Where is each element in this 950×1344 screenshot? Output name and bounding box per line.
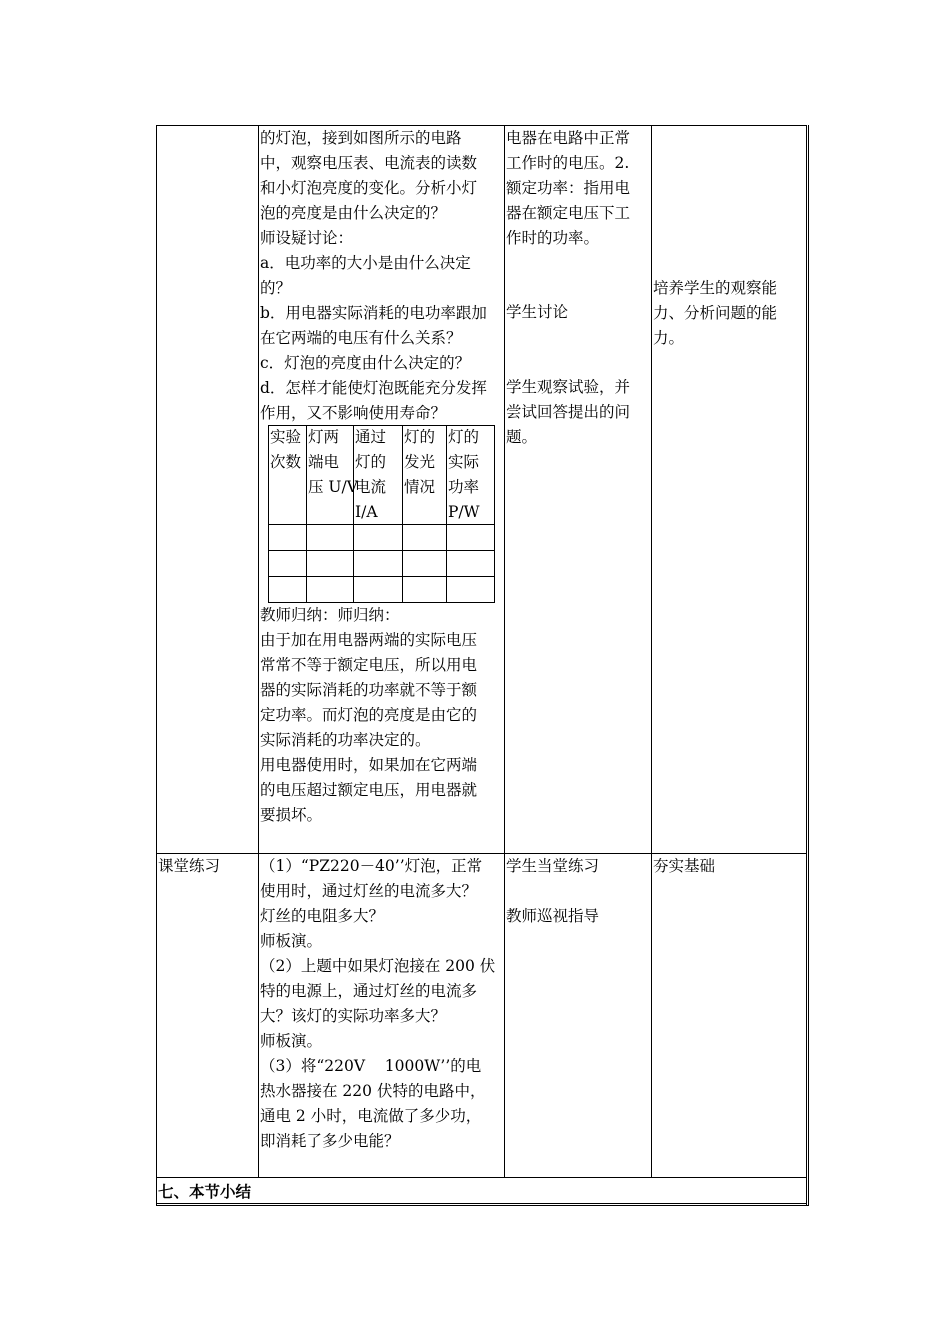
student-activity-discuss: 学生讨论	[506, 303, 569, 321]
table-col-divider-2	[504, 125, 505, 1178]
table-border-left	[156, 125, 157, 1205]
table-row-divider-2	[156, 1177, 807, 1178]
practice-teacher: 教师巡视指导	[506, 907, 600, 925]
table-border-bottom	[156, 1205, 809, 1206]
table-border-right	[806, 125, 807, 1205]
practice-content: （1）“PZ220－40’’灯泡，正常 使用时，通过灯丝的电流多大？ 灯丝的电阻多大？ 师板演。 （2）上题中如果灯泡接在 200 伏 特的电源上，通过灯丝的电流多 大？该灯的实际功率多大？ 师板演。 （3）将“220V 1000W’’的电 热水器接在 220 伏特的电路中， 通电 2 小时，电流做了多少功， 即消耗了多少电能？	[260, 857, 496, 1150]
table-col-divider-3	[651, 125, 652, 1178]
practice-label: 课堂练习	[158, 857, 221, 875]
experiment-header-trial: 实验 次数	[270, 428, 302, 471]
experiment-header-power: 灯的 实际 功率 P/W	[448, 428, 480, 521]
practice-student: 学生当堂练习	[506, 857, 600, 875]
design-intent-observe: 培养学生的观察能 力、分析问题的能 力。	[653, 279, 778, 347]
experiment-header-voltage: 灯两 端电 压 U/V	[308, 428, 358, 496]
table-border-right-outer	[808, 125, 809, 1205]
activity-text-conclusion: 教师归纳：师归纳： 由于加在用电器两端的实际电压 常常不等于额定电压，所以用电 器的实际消耗的功率就不等于额 定功率。而灯泡的亮度是由它的 实际消耗的功率决定的。 用电器使用时，如果加在它两端 的电压超过额定电压，用电器就 要损坏。	[260, 606, 478, 824]
experiment-row-line-3	[268, 576, 495, 577]
experiment-header-brightness: 灯的 发光 情况	[404, 428, 436, 496]
student-activity-definition: 电器在电路中正常 工作时的电压。2. 额定功率：指用电 器在额定电压下工 作时的功率。	[506, 129, 631, 247]
table-col-divider-1	[258, 125, 259, 1178]
activity-text-top: 的灯泡，接到如图所示的电路 中，观察电压表、电流表的读数 和小灯泡亮度的变化。分析小灯 泡的亮度是由什么决定的？ 师设疑讨论： a．电功率的大小是由什么决定 的？ b．用电器实际消耗的电功率跟加 在它两端的电压有什么关系？ c．灯泡的亮度由什么决定的？ d．怎样才能使灯泡既能充分发挥 作用，又不影响使用寿命？	[260, 129, 487, 422]
experiment-row-line-2	[268, 550, 495, 551]
experiment-header-current: 通过 灯的 电流 I/A	[355, 428, 387, 521]
student-activity-observe: 学生观察试验，并 尝试回答提出的问 题。	[506, 378, 631, 446]
practice-goal: 夯实基础	[653, 857, 716, 875]
summary-heading: 七、本节小结	[158, 1182, 252, 1201]
